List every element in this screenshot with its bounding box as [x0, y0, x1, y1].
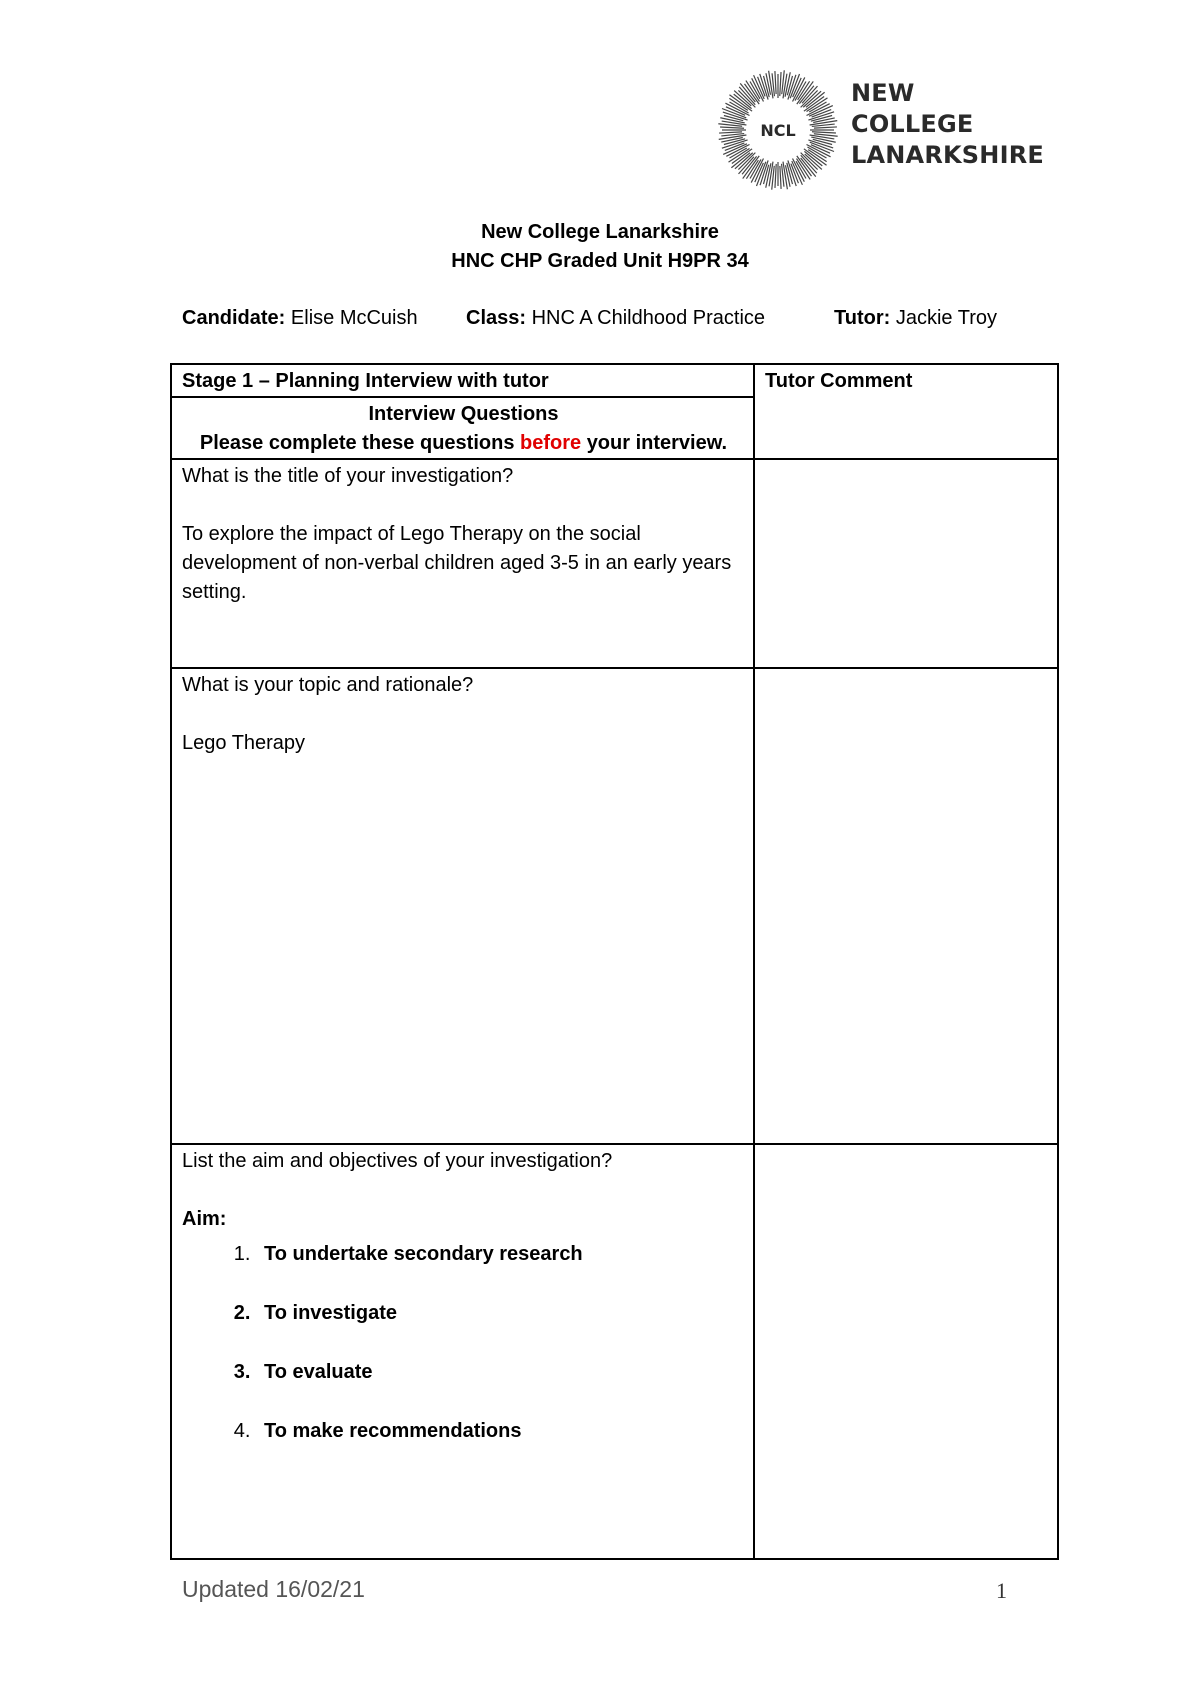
tutor-comment-1[interactable]: [754, 459, 1058, 668]
tutor-value: Jackie Troy: [895, 307, 997, 329]
tutor-comment-header: Tutor Comment: [754, 364, 1058, 459]
document-title: [0, 218, 1200, 276]
logo-wordmark: [851, 78, 1044, 171]
question-1: What is the title of your investigation?: [182, 465, 514, 487]
logo-badge: NCL: [760, 121, 796, 140]
class-label: Class:: [466, 307, 527, 329]
class-value: HNC A Childhood Practice: [531, 307, 766, 329]
logo-line-1: NEW: [851, 79, 915, 107]
candidate-label: Candidate:: [182, 307, 286, 329]
question-3: List the aim and objectives of your investigation?: [182, 1150, 613, 1172]
footer-updated: Updated 16/02/21: [182, 1576, 365, 1602]
questions-instruction: Please complete these questions before your interview.: [199, 432, 728, 454]
tutor-comment-3[interactable]: [754, 1144, 1058, 1559]
objectives-list: [182, 1240, 745, 1446]
aim-label: Aim:: [182, 1208, 227, 1230]
tutor-info: [834, 307, 997, 330]
questions-title: Interview Questions: [368, 403, 559, 425]
class-info: [466, 307, 765, 330]
answer-1[interactable]: To explore the impact of Lego Therapy on the social development of non-verbal children aged 3-5 in an early years setting.: [182, 523, 732, 603]
question-2: What is your topic and rationale?: [182, 674, 474, 696]
interview-form-table: [170, 363, 1059, 1560]
objective-item[interactable]: 1. To undertake secondary research: [256, 1240, 745, 1269]
objective-item[interactable]: 2. To investigate: [256, 1299, 745, 1328]
question-1-cell: [171, 459, 754, 668]
objective-item[interactable]: 4. To make recommendations: [256, 1417, 745, 1446]
college-logo: [713, 68, 1044, 192]
candidate-info: [182, 307, 418, 330]
stage-header: Stage 1 – Planning Interview with tutor: [171, 364, 754, 397]
candidate-value: Elise McCuish: [290, 307, 418, 329]
title-college: New College Lanarkshire: [481, 221, 719, 243]
tutor-comment-2[interactable]: [754, 668, 1058, 1144]
question-3-cell: [171, 1144, 754, 1559]
questions-header: [171, 397, 754, 459]
sunburst-logo-icon: [713, 68, 843, 192]
logo-line-2: COLLEGE: [851, 110, 974, 138]
question-2-cell: [171, 668, 754, 1144]
title-unit: HNC CHP Graded Unit H9PR 34: [451, 250, 749, 272]
instruction-highlight: before: [520, 432, 582, 454]
answer-2[interactable]: Lego Therapy: [182, 732, 306, 754]
logo-line-3: LANARKSHIRE: [851, 141, 1044, 169]
objective-item[interactable]: 3. To evaluate: [256, 1358, 745, 1387]
page-number: 1: [996, 1578, 1007, 1603]
tutor-label: Tutor:: [834, 307, 891, 329]
